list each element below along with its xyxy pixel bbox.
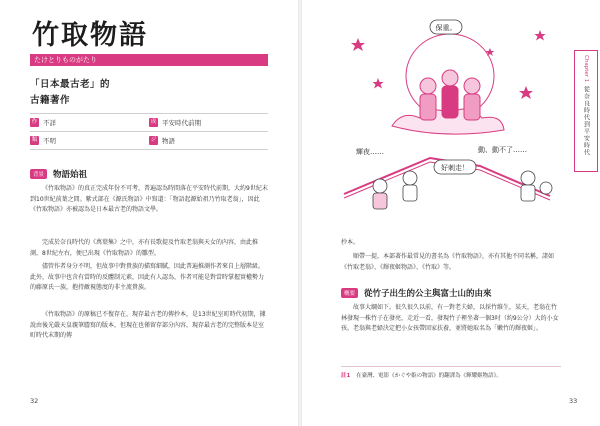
star-icon	[535, 30, 546, 41]
info-row	[30, 114, 268, 132]
star-icon	[373, 78, 384, 89]
info-row	[30, 132, 268, 150]
info-table	[30, 113, 268, 150]
author-value: 不詳	[43, 119, 56, 127]
figure-body	[464, 94, 480, 120]
person-head	[403, 171, 417, 185]
author-tag-icon: 作	[31, 119, 38, 125]
figure-head	[464, 78, 480, 94]
chapter-label: Chapter 1	[583, 55, 589, 83]
footnote-number: 註1	[341, 373, 351, 379]
body-paragraph: 抄本。	[341, 239, 360, 246]
star-icon	[486, 48, 495, 56]
subtitle-line-1: 「日本最古老」的	[30, 79, 111, 90]
period-tag-icon: 成	[150, 119, 157, 125]
person-body	[521, 185, 535, 201]
figure-body	[420, 94, 436, 120]
period-value: 平安時代前期	[162, 119, 201, 127]
person-body	[373, 193, 387, 209]
kana-title-bar: たけとりものがたり	[30, 54, 268, 66]
body-paragraph: 儘管作者身分不明，但故事中對貴族的描寫細膩，因此普遍推測作者來自上層階級。此外，故事中也含有當時的反體制元素，因此有人認為，作者可能是對當時掌握實權勢力的藤原氏一族，抱持敵視態度的非主流貴族。	[30, 263, 265, 291]
page-number-left: 32	[30, 397, 39, 405]
figure-head	[442, 70, 458, 86]
info-cell-author	[30, 114, 149, 131]
chapter-title: 從奈良時代到平安時代	[582, 86, 590, 157]
bubble-top-text: 保重。	[435, 24, 457, 32]
section-header-background	[30, 168, 87, 180]
page-title: 竹取物語	[32, 20, 148, 51]
genre-tag-icon: ジ	[150, 137, 157, 143]
info-cell-genre	[149, 132, 268, 149]
page-number-right: 33	[569, 397, 578, 405]
illustration	[340, 18, 560, 228]
left-page	[0, 0, 298, 426]
figure-body	[442, 86, 458, 118]
person-body	[403, 185, 417, 201]
figure-head	[420, 78, 436, 94]
body-paragraph: 故事大綱如下。很久很久以前，有一對老夫婦，以採竹維生，某天，老翁在竹林發現一株竹子在發亮，走近一看，發現竹子裡坐著一個3吋（約9公分）大的小女孩。老翁與老婦決定把小女孩帶回家扶養，並將她取名為「嫩竹的輝夜姬」。	[341, 304, 559, 332]
footnote-text: 在臺灣、電影《かぐや姫の物語》的翻譯為《輝耀姬物語》。	[356, 373, 502, 379]
section-badge: 背景	[30, 169, 47, 179]
bubble-right-text: 動、動不了……	[478, 146, 527, 154]
type-value: 不明	[43, 137, 56, 145]
body-paragraph: 順帶一提，本部著作最常見的書名為《竹取物語》，亦有其他不同名稱，諸如《竹取老翁》、《輝夜姬物語》、《竹取》等。	[341, 253, 555, 271]
genre-value: 物語	[162, 137, 175, 145]
star-icon	[519, 86, 533, 99]
footnote	[341, 366, 561, 379]
info-cell-type	[30, 132, 149, 149]
subtitle-line-2: 古籍著作	[30, 95, 71, 106]
body-paragraph: 《竹取物語》的真正完成年份不可考，普遍認為時間落在平安時代前期，大約9世紀末到10世紀前葉之間。紫式部在《源氏物語》中寫道：「物語起源始祖乃竹取老翁」，因此《竹取物語》亦被認為是日本最古老的物語文學。	[30, 185, 268, 213]
section-title: 從竹子出生的公主與富士山的由來	[364, 289, 492, 299]
section-badge: 概要	[341, 288, 358, 298]
people-group	[373, 171, 552, 209]
person-head	[540, 182, 552, 194]
person-head	[521, 171, 535, 185]
section-title: 物語始祖	[53, 170, 88, 180]
body-paragraph: 完成於奈良時代的《萬葉集》之中，亦有長歌提及竹取老翁與天女的內容，由此推測，8世紀左右，便已出現《竹取物語》的雛型。	[30, 239, 259, 257]
type-tag-icon: 類	[31, 137, 38, 143]
info-cell-period	[149, 114, 268, 131]
person-head	[373, 179, 387, 193]
celestial-figures	[420, 70, 480, 120]
body-paragraph: 《竹取物語》的原稿已不復存在，現存最古老的傳抄本，是13世紀室町時代初期，據說由後光嚴天皇親筆謄寫的版本，但現在也僅留存部分內容，現存最古老的完整版本是室町時代末期的傳	[30, 311, 266, 339]
bubble-center-text: 好刺走！	[441, 164, 469, 172]
section-header-summary	[341, 287, 492, 299]
chapter-tab	[574, 50, 598, 172]
star-icon	[351, 38, 365, 51]
bubble-left-text: 輝夜……	[356, 148, 384, 156]
